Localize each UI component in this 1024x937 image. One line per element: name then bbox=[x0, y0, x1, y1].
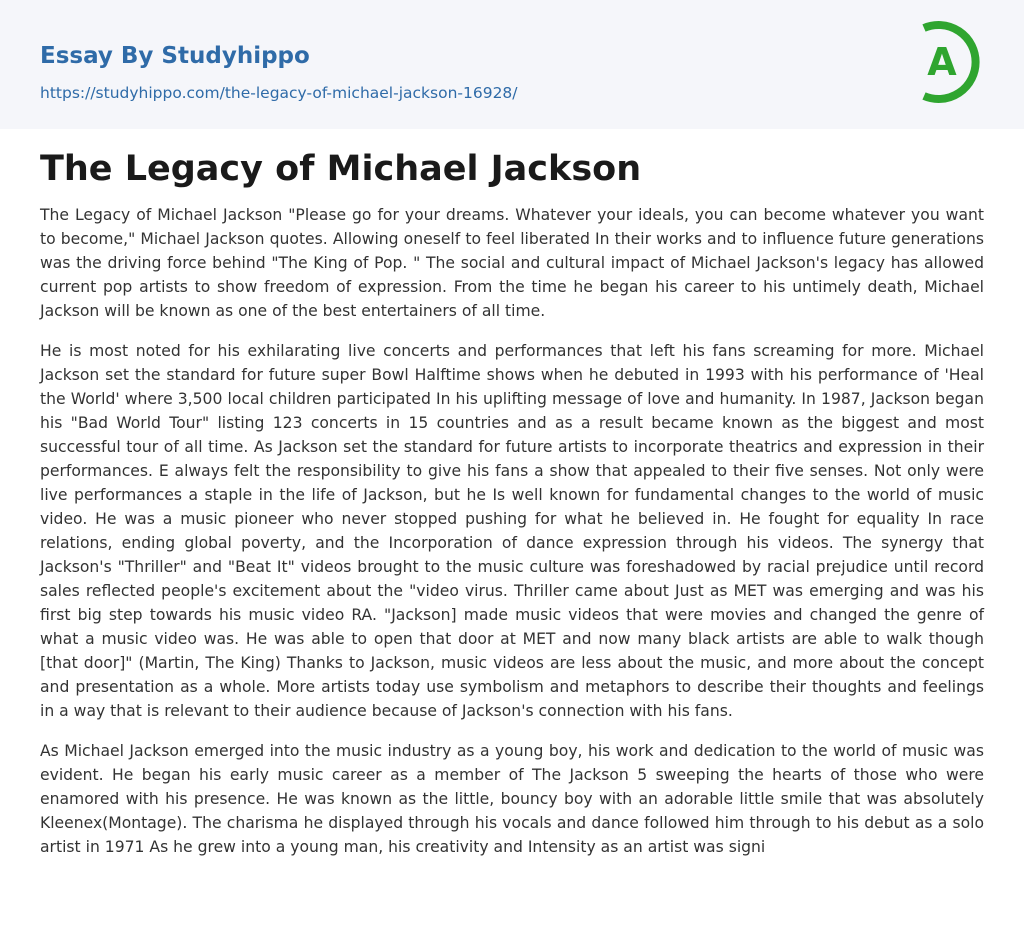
brand-title[interactable]: Essay By Studyhippo bbox=[40, 43, 310, 69]
logo-letter: A bbox=[927, 40, 957, 84]
article bbox=[0, 129, 1024, 859]
paragraph-1: The Legacy of Michael Jackson "Please go for your dreams. Whatever your ideals, you can become whatever you want to become," Michael Jackson quotes. Allowing oneself to feel liberated In their works and to influence future generations was the driving force behind "The King of Pop. " The social and cultural impact of Michael Jackson's legacy has allowed current pop artists to show freedom of expression. From the time he began his career to his untimely death, Michael Jackson will be known as one of the best entertainers of all time. bbox=[40, 206, 984, 320]
paragraph-3: As Michael Jackson emerged into the music industry as a young boy, his work and dedication to the world of music was evident. He began his early music career as a member of The Jackson 5 sweeping the hearts of those who were enamored with his presence. He was known as the little, bouncy boy with an adorable little smile that was absolutely Kleenex(Montage). The charisma he displayed through his vocals and dance followed him through to his debut as a solo artist in 1971 As he grew into a young man, his creativity and Intensity as an artist was signi bbox=[40, 742, 984, 856]
studyhippo-logo-icon[interactable] bbox=[916, 19, 986, 105]
page-title: The Legacy of Michael Jackson bbox=[40, 149, 642, 189]
paragraph-2: He is most noted for his exhilarating live concerts and performances that left his fans screaming for more. Michael Jackson set the standard for future super Bowl Halftime shows when he debuted in 1993 with his performance of 'Heal the World' where 3,500 local children participated In his uplifting message of love and humanity. In 1987, Jackson began his "Bad World Tour" listing 123 concerts in 15 countries and as a result became known as the biggest and most successful tour of all time. As Jackson set the standard for future artists to incorporate theatrics and expression in their performances. E always felt the responsibility to give his fans a show that appealed to their five senses. Not only were live performances a staple in the life of Jackson, but he Is well known for fundamental changes to the world of music video. He was a music pioneer who never stopped pushing for what he believed in. He fought for equality In race relations, ending global poverty, and the Incorporation of dance expression through his videos. The synergy that Jackson's "Thriller" and "Beat It" videos brought to the music culture was foreshadowed by racial prejudice until record sales reflected people's excitement about the "video virus. Thriller came about Just as MET was emerging and was his first big step towards his music video RA. "Jackson] made music videos that were movies and changed the genre of what a music video was. He was able to open that door at MET and now many black artists are able to walk though [that door]" (Martin, The King) Thanks to Jackson, music videos are less about the music, and more about the concept and presentation as a whole. More artists today use symbolism and metaphors to describe their thoughts and feelings in a way that is relevant to their audience because of Jackson's connection with his fans. bbox=[40, 342, 984, 720]
site-header bbox=[0, 0, 1024, 129]
essay-url-link[interactable]: https://studyhippo.com/the-legacy-of-michael-jackson-16928/ bbox=[40, 84, 518, 102]
